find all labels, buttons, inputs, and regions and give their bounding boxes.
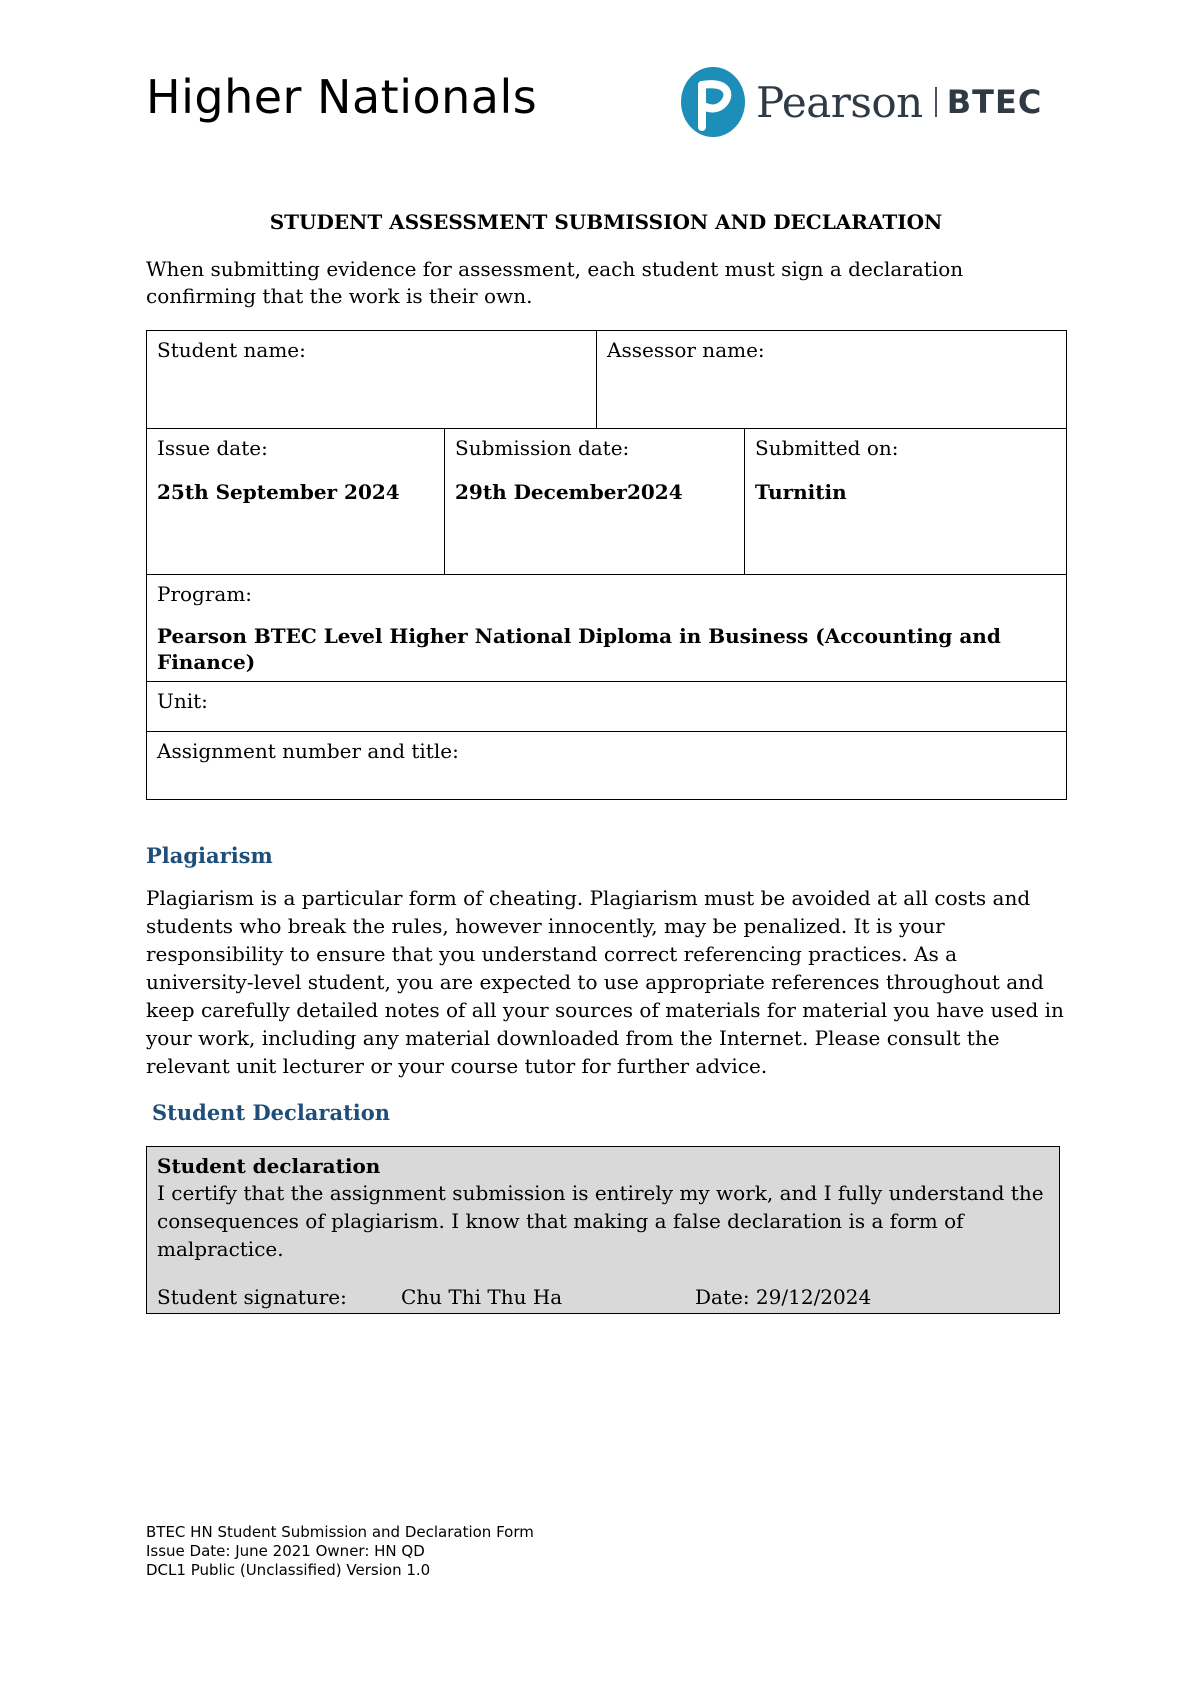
signature-value[interactable]: Chu Thi Thu Ha (401, 1285, 563, 1309)
form-title: STUDENT ASSESSMENT SUBMISSION AND DECLARATION (269, 210, 943, 234)
brand-title: Higher Nationals (146, 70, 538, 124)
pearson-btec-logo (680, 64, 1042, 140)
assessor-name-cell[interactable] (597, 331, 1067, 429)
pearson-p-logo-icon (680, 65, 746, 139)
assessor-name-label: Assessor name: (607, 338, 765, 362)
plagiarism-text: Plagiarism is a particular form of cheating. Plagiarism must be avoided at all costs and students who break the rules, however innocently, may be penalized. It is your responsibility to ensure that you understand correct referencing practices. As a university-level student, you are expected to use appropriate references throughout and keep carefully detailed notes of all your sources of materials for material you have used in your work, including any material downloaded from the Internet. Please consult the relevant unit lecturer or your course tutor for further advice. (146, 886, 1064, 1078)
footer-line-1: BTEC HN Student Submission and Declaration Form (146, 1523, 534, 1541)
submitted-on-label: Submitted on: (755, 436, 899, 460)
declaration-box (146, 1146, 1060, 1314)
unit-label: Unit: (157, 689, 208, 713)
signature-row (157, 1285, 1037, 1311)
logo-divider (935, 87, 937, 117)
student-declaration-heading: Student Declaration (152, 1100, 391, 1125)
program-label: Program: (157, 582, 253, 606)
assignment-cell[interactable] (147, 732, 1067, 800)
page-footer (146, 1523, 534, 1580)
program-cell[interactable] (147, 575, 1067, 682)
plagiarism-heading: Plagiarism (146, 843, 273, 868)
issue-date-cell[interactable] (147, 429, 445, 575)
assignment-label: Assignment number and title: (157, 739, 459, 763)
student-name-cell[interactable] (147, 331, 597, 429)
signature-label: Student signature: (157, 1285, 347, 1309)
unit-cell[interactable] (147, 682, 1067, 732)
footer-line-3: DCL1 Public (Unclassified) Version 1.0 (146, 1561, 431, 1579)
issue-date-value: 25th September 2024 (157, 480, 400, 504)
issue-date-label: Issue date: (157, 436, 268, 460)
btec-wordmark: BTEC (946, 83, 1043, 121)
pearson-wordmark: Pearson (756, 77, 923, 127)
submission-date-cell[interactable] (445, 429, 745, 575)
program-value: Pearson BTEC Level Higher National Diploma in Business (Accounting and Finance) (157, 624, 1001, 674)
submitted-on-cell[interactable] (745, 429, 1067, 575)
submission-date-value: 29th December2024 (455, 480, 683, 504)
declaration-text: I certify that the assignment submission is entirely my work, and I fully understand the consequences of plagiarism. I know that making a false declaration is a form of malpractice. (157, 1181, 1044, 1261)
submission-date-label: Submission date: (455, 436, 630, 460)
intro-text: When submitting evidence for assessment, each student must sign a declaration confirming that the work is their own. (146, 257, 964, 308)
student-name-label: Student name: (157, 338, 306, 362)
submitted-on-value: Turnitin (755, 480, 847, 504)
footer-line-2: Issue Date: June 2021 Owner: HN QD (146, 1542, 425, 1560)
declaration-box-heading: Student declaration (157, 1154, 381, 1178)
submission-info-table (146, 330, 1067, 800)
declaration-date: Date: 29/12/2024 (695, 1285, 872, 1309)
